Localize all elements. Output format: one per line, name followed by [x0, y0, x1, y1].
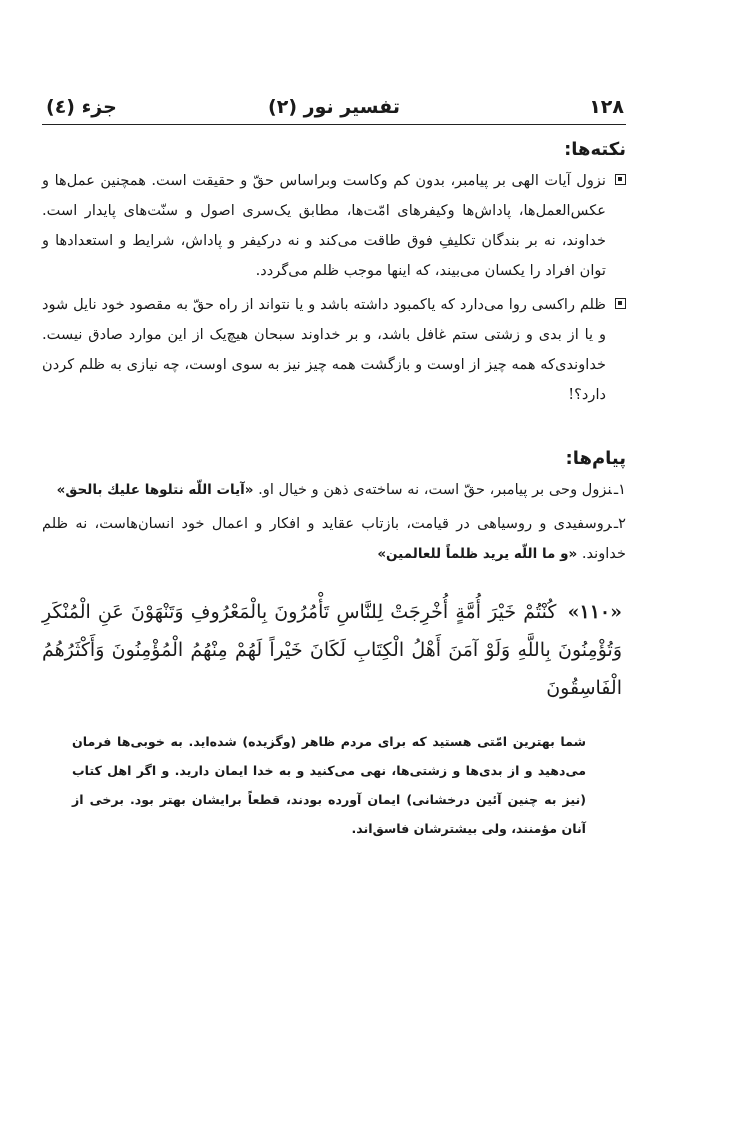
- square-bullet-icon: [615, 174, 626, 185]
- notes-heading: نکته‌ها:: [564, 139, 626, 160]
- message-item: [42, 509, 626, 569]
- note-item: [42, 290, 626, 410]
- note-text: نزول آیات الهی بر پیامبر، بدون کم وکاست وبراساس حقّ و حقیقت است. همچنین عمل‌ها و عکس‌العمل‌ها، پاداش‌ها وکیفرهای امّت‌ها، مطابق یک‌سری اصول و سنّت‌های پایدار است. خداوند، نه بر بندگان تکلیفِ فوق طاقت می‌کند و نه درکیفر و پاداش، شرایط و استعدادها و توان افراد را یکسان می‌بیند، که اینها موجب ظلم می‌گردد.: [42, 172, 606, 279]
- message-text: روسفیدی و روسیاهی در قیامت، بازتاب عقاید و افکار و اعمال خود انسان‌هاست، نه ظلم خداوند.: [42, 515, 626, 562]
- verse-number: «۱۱۰»: [567, 601, 622, 623]
- book-page: [42, 90, 626, 843]
- message-item: [42, 475, 626, 505]
- message-number: ۱ـ: [613, 481, 626, 498]
- part-label: جزء (٤): [46, 96, 117, 118]
- note-item: [42, 166, 626, 286]
- message-number: ۲ـ: [613, 515, 626, 532]
- message-text: نزول وحی بر پیامبر، حقّ است، نه ساخته‌ی ذهن و خیال او.: [258, 481, 612, 498]
- messages-heading: پیام‌ها:: [565, 448, 626, 469]
- verse-translation: شما بهترین امّتی هستید که برای مردم ظاهر (وگزیده) شده‌اید. به خوبی‌ها فرمان می‌دهید و از بدی‌ها و زشتی‌ها، نهی می‌کنید و به خدا ایمان دارید. و اگر اهل کتاب (نیز به چنین آئین درخشانی) ایمان آورده بودند، قطعاً برایشان بهتر بود. برخی از آنان مؤمنند، ولی بیشترشان فاسق‌اند.: [72, 734, 586, 836]
- verse-text: كُنْتُمْ خَيْرَ أُمَّةٍ أُخْرِجَتْ لِلنَّاسِ تَأْمُرُونَ بِالْمَعْرُوفِ وَتَنْهَوْنَ عَنِ الْمُنْكَرِ وَتُؤْمِنُونَ بِاللَّهِ وَلَوْ آمَنَ أَهْلُ الْكِتَابِ لَكَانَ خَيْراً لَهُمْ مِنْهُمُ الْمُؤْمِنُونَ وَأَكْثَرُهُمُ الْفَاسِقُونَ: [42, 601, 622, 699]
- verse: [42, 593, 622, 707]
- verse-block: [42, 593, 626, 707]
- quran-quote: «آیات اللّه نتلوها علیك بالحق»: [56, 482, 254, 498]
- translation-block: [72, 727, 586, 843]
- quran-quote: «و ما اللّه یرید ظلماً للعالمین»: [377, 546, 578, 562]
- book-title: تفسیر نور (۲): [268, 96, 400, 118]
- page-number: ۱۲۸: [589, 96, 624, 118]
- running-header: [42, 90, 626, 125]
- note-text: ظلم راکسی روا می‌دارد که یاکمبود داشته باشد و یا نتواند از راه حقّ به مقصود خود نایل شود و یا از بدی و زشتی ستم غافل باشد، و بر خداوند سبحان هیچ‌یک از این موارد صادق نیست. خداوندی‌که همه چیز از اوست و بازگشت همه چیز نیز به سوی اوست، چه نیازی به ظلم کردن دارد؟!: [42, 296, 606, 403]
- square-bullet-icon: [615, 298, 626, 309]
